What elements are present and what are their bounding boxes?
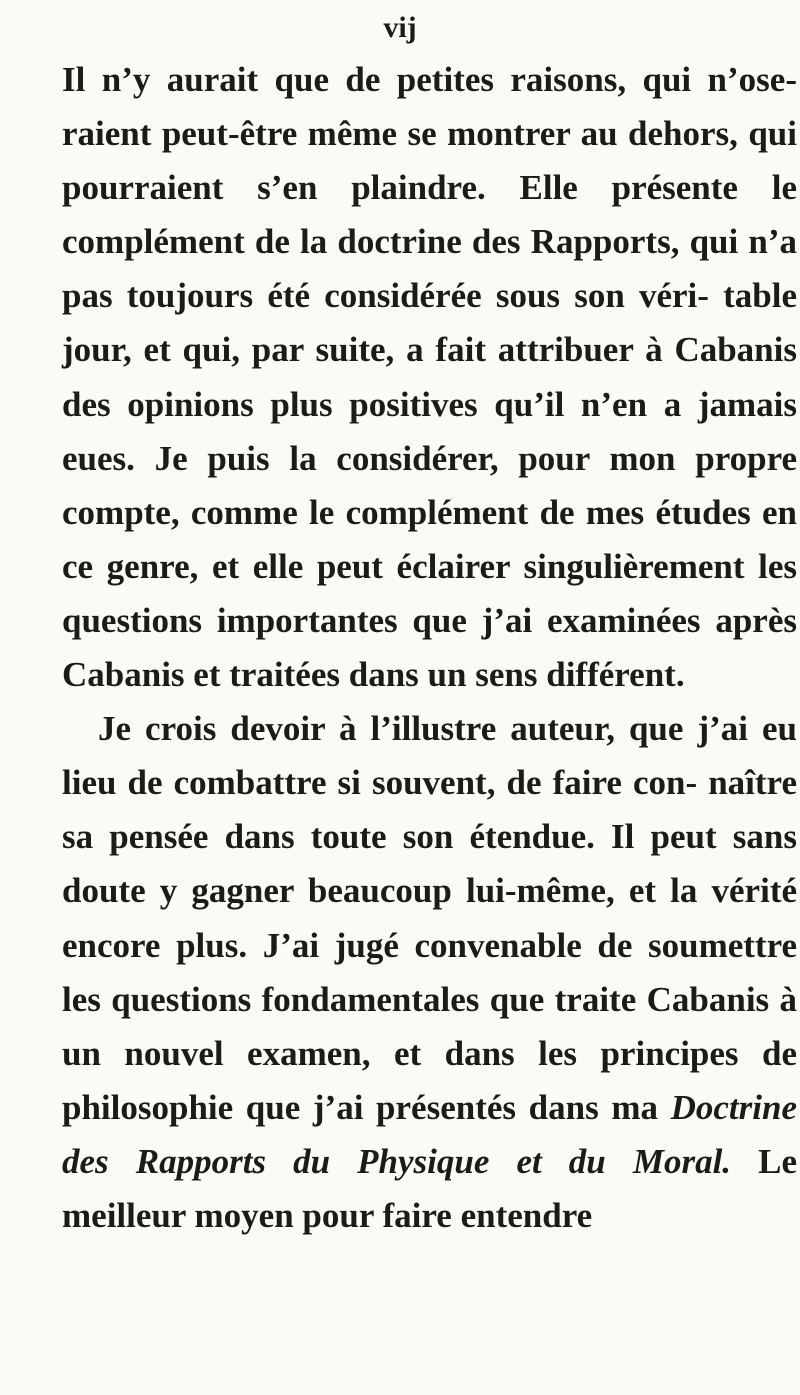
text-line: de soumettre les questions fondamentales que xyxy=(62,925,797,1019)
text-line: dans ma xyxy=(528,1087,658,1127)
text-line: naître sa pensée dans toute son étendue. Il xyxy=(62,763,797,857)
text-line: Je crois devoir à l’illustre auteur, que j’ai xyxy=(98,709,748,749)
text-line: Il n’y aurait que de petites raisons, qui n’ose- xyxy=(62,60,797,99)
paragraph-1 xyxy=(62,53,797,702)
paragraph-2 xyxy=(62,702,797,1243)
text-line: Le meilleur moyen pour faire entendre xyxy=(62,1141,798,1235)
text-line: mes études en ce genre, et elle peut éclairer xyxy=(62,492,797,586)
text-line: qui pourraient s’en plaindre. Elle présente le xyxy=(62,114,797,208)
text-line: singulièrement les questions importantes que xyxy=(62,546,797,640)
text-line: complément de la doctrine des Rapports, qui xyxy=(62,222,739,262)
text-line: a jamais eues. Je puis la considérer, pour mon xyxy=(62,384,797,478)
italic-title: Moral. xyxy=(632,1141,732,1181)
page-body-text xyxy=(62,53,797,1243)
text-line: principes de philosophie que j’ai présentés xyxy=(62,1033,797,1127)
text-line: propre compte, comme le complément de xyxy=(62,438,798,532)
text-line: j’ai examinées après Cabanis et traitées dans un xyxy=(62,600,797,695)
page-number: vij xyxy=(383,11,417,44)
text-line: peut sans doute y gagner beaucoup lui-même, xyxy=(62,817,798,911)
text-line: table jour, et qui, par suite, a fait attribuer à xyxy=(62,276,797,370)
text-line: Cabanis des opinions plus positives qu’il n’en xyxy=(62,330,797,424)
text-line: eu lieu de combattre si souvent, de faire con- xyxy=(62,709,797,803)
text-line: sens différent. xyxy=(475,655,685,695)
text-line: et la vérité encore plus. J’ai jugé convenable xyxy=(62,871,798,965)
text-line: raient peut-être même se montrer au dehors, xyxy=(62,114,738,154)
italic-title: Doctrine des Rapports du Physique et du xyxy=(62,1087,798,1181)
text-line: traite Cabanis à un nouvel examen, et dans les xyxy=(62,979,798,1073)
text-line: n’a pas toujours été considérée sous son véri- xyxy=(62,222,798,316)
